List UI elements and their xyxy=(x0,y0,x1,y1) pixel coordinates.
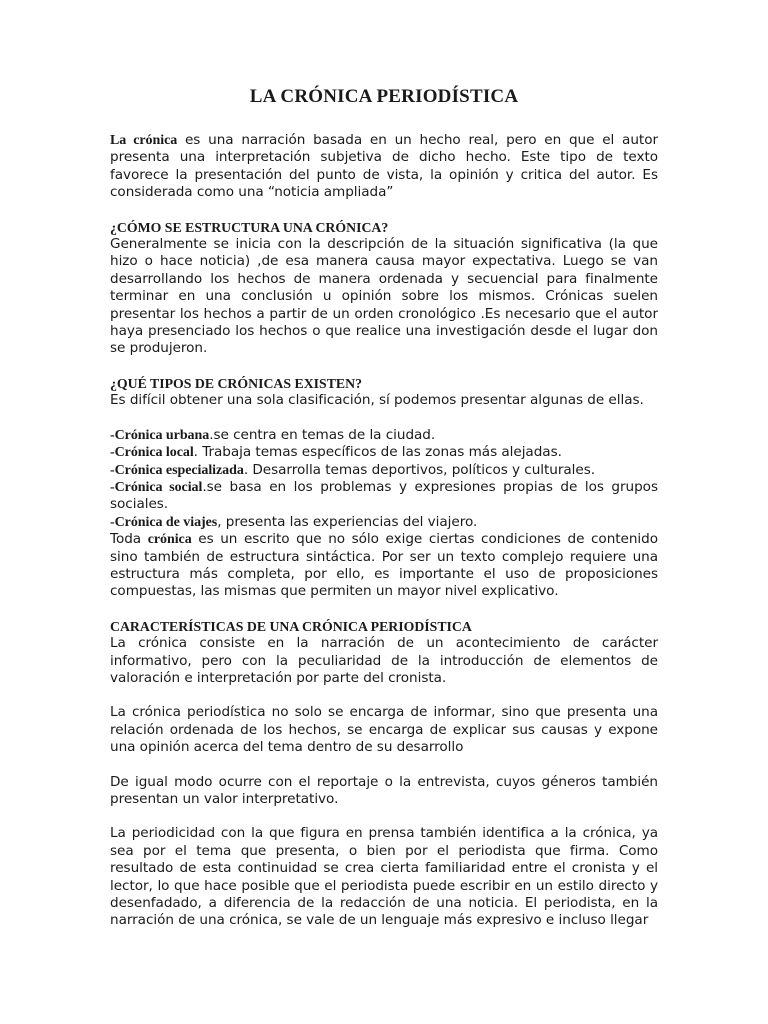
list-item-term: -Crónica urbana xyxy=(110,427,210,443)
chronicle-types-list xyxy=(110,427,658,531)
characteristics-paragraph-4: La periodicidad con la que figura en prensa también identifica a la crónica, ya sea por el tema que presenta, o bien por el periodista que firma. Como resultado de esta continuidad se crea cierta familiaridad entre el cronista y el lector, lo que hace posible que el periodista puede escribir en un estilo directo y desenfadado, a diferencia de la redacción de una noticia. El periodista, en la narración de una crónica, se vale de un lenguaje más expresivo e incluso llegar xyxy=(110,825,658,929)
characteristics-paragraph-1: La crónica consiste en la narración de un acontecimiento de carácter informativo, pero con la peculiaridad de la introducción de elementos de valoración e interpretación por parte del cronista. xyxy=(110,635,658,686)
section-heading-characteristics: CARACTERÍSTICAS DE UNA CRÓNICA PERIODÍSTICA xyxy=(110,618,472,634)
list-item-term: -Crónica social xyxy=(110,479,203,495)
intro-bold-term: La crónica xyxy=(110,133,178,148)
list-item-text: , presenta las experiencias del viajero. xyxy=(217,513,478,530)
list-item xyxy=(110,479,658,514)
intro-text: es una narración basada en un hecho real, pero en que el autor presenta una interpretación subjetiva de dicho hecho. Este tipo de texto favorece la presentación del punto de vista, la opinión y critica del autor. Es considerada como una “noticia ampliada” xyxy=(110,132,658,201)
list-item-text: .se centra en temas de la ciudad. xyxy=(209,426,436,443)
characteristics-paragraph-2: La crónica periodística no solo se encarga de informar, sino que presenta una relación ordenada de los hechos, se encarga de explicar sus causas y expone una opinión acerca del tema dentro de su desarrollo xyxy=(110,704,658,756)
list-item xyxy=(110,444,658,461)
closing-text-pre: Toda xyxy=(110,531,148,548)
closing-bold-term: crónica xyxy=(147,532,192,548)
intro-paragraph xyxy=(110,132,658,202)
list-item-text: .se basa en los problemas y expresiones propias de los grupos sociales. xyxy=(110,478,658,513)
structure-paragraph: Generalmente se inicia con la descripción de la situación significativa (la que hizo o hace noticia) ,de esa manera causa mayor expectativa. Luego se van desarrollando los hechos de manera ordenada y secuencial para finalmente terminar en una conclusión u opinión sobre los mismos. Crónicas suelen presentar los hechos a partir de un orden cronológico .Es necesario que el autor haya presenciado los hechos o que realice una investigación desde el lugar don se produjeron. xyxy=(110,236,658,357)
list-item xyxy=(110,462,658,479)
list-item-text: . Trabaja temas específicos de las zonas más alejadas. xyxy=(193,444,562,461)
closing-text-post: es un escrito que no sólo exige ciertas condiciones de contenido sino también de estructura sintáctica. Por ser un texto complejo requiere una estructura más completa, por ello, es importante el uso de proposiciones compuestas, las mismas que permiten un mayor nivel explicativo. xyxy=(110,531,659,600)
section-heading-structure: ¿CÓMO SE ESTRUCTURA UNA CRÓNICA? xyxy=(110,219,389,235)
list-item xyxy=(110,427,658,444)
section-heading-types: ¿QUÉ TIPOS DE CRÓNICAS EXISTEN? xyxy=(110,375,362,391)
document-title: LA CRÓNICA PERIODÍSTICA xyxy=(249,86,519,107)
list-item-term: -Crónica de viajes xyxy=(110,514,218,530)
characteristics-paragraph-3: De igual modo ocurre con el reportaje o la entrevista, cuyos géneros también presentan un valor interpretativo. xyxy=(110,773,658,807)
types-intro-paragraph: Es difícil obtener una sola clasificación, sí podemos presentar algunas de ellas. xyxy=(110,392,644,409)
list-item-text: . Desarrolla temas deportivos, políticos y culturales. xyxy=(243,461,596,478)
list-item-term: -Crónica local xyxy=(110,445,194,461)
list-item-term: -Crónica especializada xyxy=(110,462,244,478)
list-item xyxy=(110,514,658,531)
types-closing-paragraph xyxy=(110,531,658,601)
